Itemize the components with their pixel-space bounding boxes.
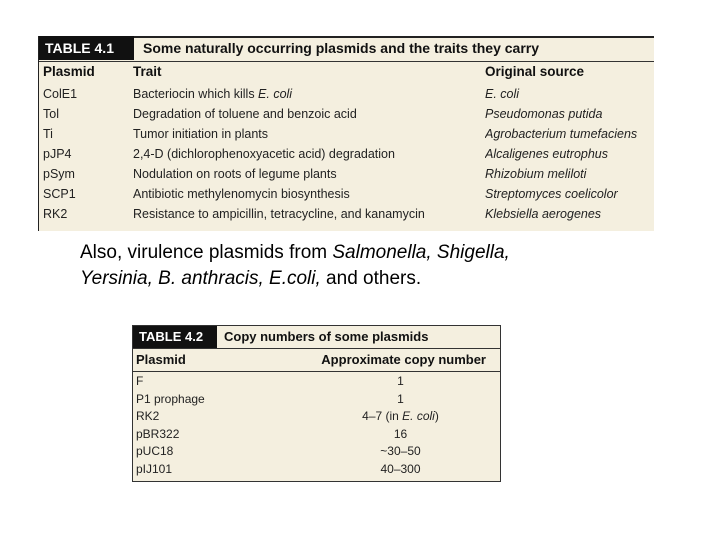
cell-plasmid: pSym [43, 167, 75, 181]
header-trait: Trait [133, 64, 162, 79]
cell-plasmid: P1 prophage [136, 391, 205, 406]
table-4-2 [132, 325, 501, 482]
table-row [39, 144, 654, 164]
cell-plasmid: ColE1 [43, 87, 78, 101]
cell-copy-number [313, 408, 488, 425]
cell-trait [133, 104, 479, 124]
table-title: Some naturally occurring plasmids and the traits they carry [143, 40, 540, 56]
trait-italic: E. coli [258, 87, 293, 101]
header-source: Original source [485, 64, 585, 79]
trait-text: Antibiotic methylenomycin biosynthesis [133, 187, 350, 201]
cell-source: Alcaligenes eutrophus [485, 147, 608, 161]
table-row [39, 204, 654, 224]
trait-text: Bacteriocin which kills [133, 87, 259, 101]
table-row [133, 461, 500, 478]
header-copy-number: Approximate copy number [321, 352, 486, 367]
copy-end: ) [434, 409, 439, 423]
cell-plasmid: pBR322 [136, 426, 180, 441]
cell-source: E. coli [485, 87, 520, 101]
trait-text: Tumor initiation in plants [133, 127, 269, 141]
cell-trait [133, 144, 479, 164]
cell-trait [133, 84, 479, 104]
text: and others. [320, 268, 422, 289]
cell-source: Pseudomonas putida [485, 107, 603, 121]
table-row [39, 164, 654, 184]
copy-italic: E. coli [402, 409, 435, 423]
copy-text: 1 [397, 374, 404, 388]
cell-plasmid: SCP1 [43, 187, 76, 201]
cell-copy-number [313, 391, 488, 408]
copy-text: 4–7 (in [362, 409, 403, 423]
table-row [39, 184, 654, 204]
cell-copy-number [313, 461, 488, 478]
trait-text: 2,4-D (dichlorophenoxyacetic acid) degradation [133, 147, 395, 161]
cell-plasmid: pIJ101 [136, 461, 173, 476]
trait-text: Nodulation on roots of legume plants [133, 167, 337, 181]
table-header [133, 348, 500, 372]
cell-plasmid: Tol [43, 107, 59, 121]
table-row [133, 426, 500, 443]
cell-plasmid: pUC18 [136, 444, 174, 458]
text: Also, virulence plasmids from [80, 242, 333, 263]
body-text [80, 240, 700, 292]
copy-text: ~30–50 [380, 444, 421, 458]
cell-plasmid: RK2 [136, 409, 160, 423]
trait-text: Resistance to ampicillin, tetracycline, and kanamycin [133, 207, 425, 221]
table-title: Copy numbers of some plasmids [224, 329, 429, 344]
table-row [39, 104, 654, 124]
cell-trait [133, 204, 479, 224]
cell-source: Streptomyces coelicolor [485, 187, 618, 201]
cell-copy-number [313, 426, 488, 443]
cell-plasmid: Ti [43, 127, 53, 141]
table-label: TABLE 4.2 [133, 326, 217, 348]
cell-source: Klebsiella aerogenes [485, 207, 602, 221]
cell-copy-number [313, 373, 488, 390]
table-label: TABLE 4.1 [39, 36, 134, 60]
table-row [133, 443, 500, 460]
cell-source: Agrobacterium tumefaciens [485, 127, 638, 141]
header-plasmid: Plasmid [136, 352, 186, 367]
table-4-1 [38, 36, 654, 231]
table-header [39, 61, 654, 84]
text-italic: Yersinia, B. anthracis, E.coli, [80, 268, 321, 289]
cell-copy-number [313, 443, 488, 460]
copy-text: 40–300 [380, 461, 421, 476]
header-plasmid: Plasmid [43, 64, 95, 79]
copy-text: 16 [393, 426, 408, 441]
table-row [133, 373, 500, 390]
cell-plasmid: RK2 [43, 207, 68, 221]
cell-trait [133, 184, 479, 204]
text-italic: Salmonella, Shigella, [332, 242, 510, 263]
table-row [39, 84, 654, 104]
cell-plasmid: pJP4 [43, 147, 72, 161]
table-row [39, 124, 654, 144]
cell-source: Rhizobium meliloti [485, 167, 587, 181]
trait-text: Degradation of toluene and benzoic acid [133, 107, 357, 121]
table-row [133, 391, 500, 408]
cell-trait [133, 164, 479, 184]
table-row [133, 408, 500, 425]
cell-trait [133, 124, 479, 144]
cell-plasmid: F [136, 374, 144, 388]
copy-text: 1 [397, 391, 404, 406]
